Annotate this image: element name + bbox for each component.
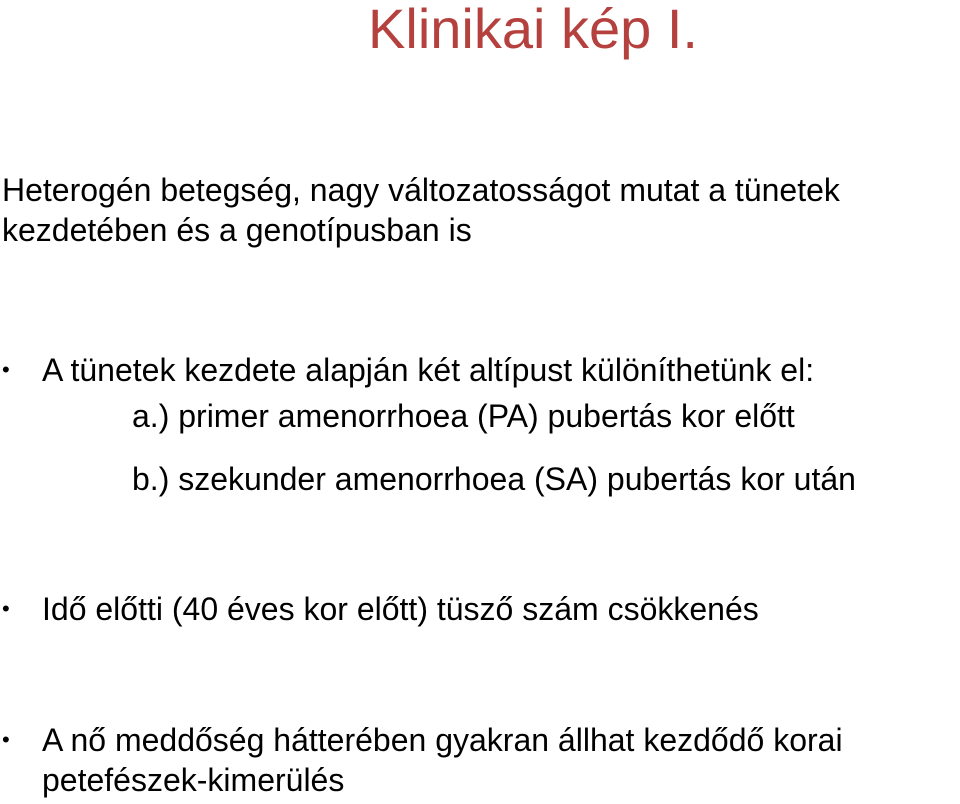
bullet-text-3-line-1: A nő meddőség hátterében gyakran állhat kezdődő korai <box>42 722 843 758</box>
subtype-b: b.) szekunder amenorrhoea (SA) pubertás kor után <box>132 461 856 497</box>
bullet-marker-1: • <box>2 357 10 382</box>
intro-line-2: kezdetében és a genotípusban is <box>2 212 472 248</box>
bullet-marker-2: • <box>2 596 10 621</box>
bullet-text-2: Idő előtti (40 éves kor előtt) tüsző szám csökkenés <box>42 591 759 627</box>
intro-paragraph <box>2 170 840 250</box>
bullet-text-3-line-2: petefészek-kimerülés <box>42 762 345 798</box>
slide-title: Klinikai kép I. <box>368 0 698 60</box>
bullet-text-1: A tünetek kezdete alapján két altípust különíthetünk el: <box>42 352 815 388</box>
intro-line-1: Heterogén betegség, nagy változatosságot mutat a tünetek <box>2 172 840 208</box>
subtype-a: a.) primer amenorrhoea (PA) pubertás kor előtt <box>132 398 795 434</box>
bullet-marker-3: • <box>2 727 10 752</box>
